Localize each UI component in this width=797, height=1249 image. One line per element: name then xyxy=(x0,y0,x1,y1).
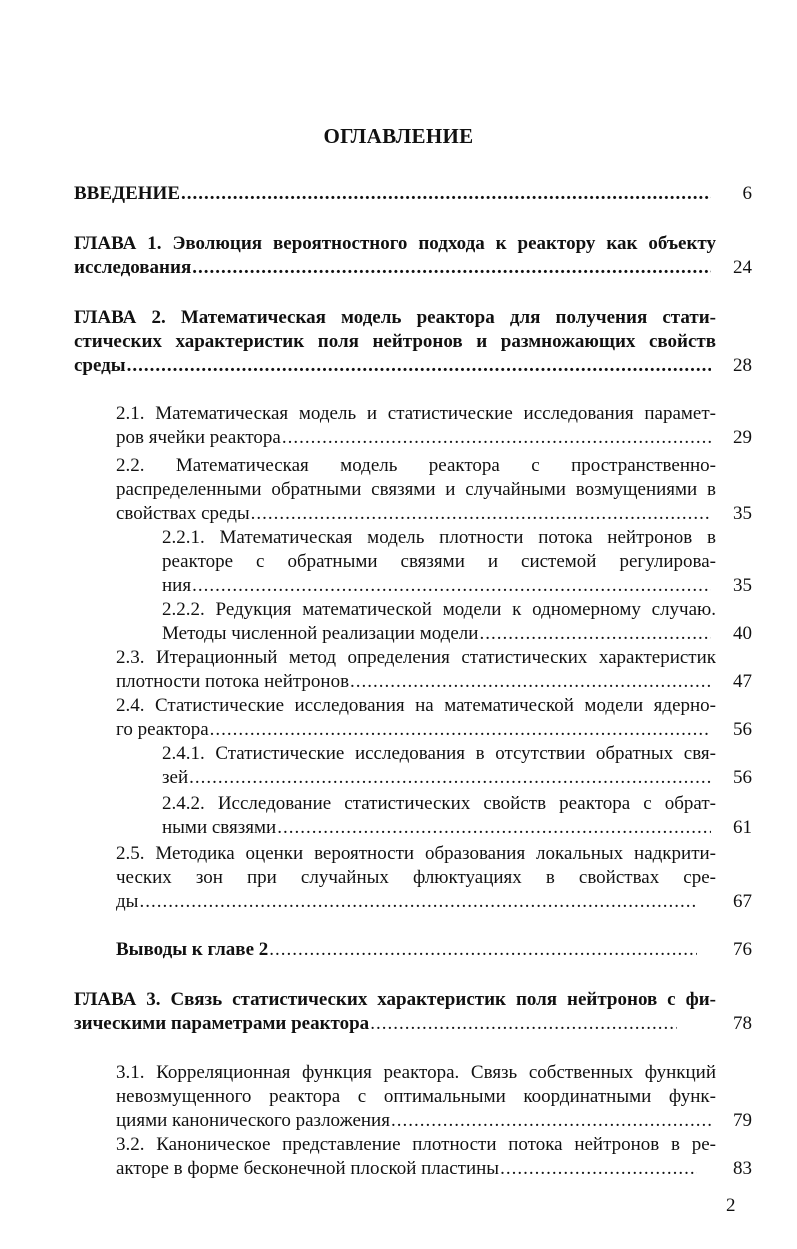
toc-entry-title: Выводы к главе 2 xyxy=(116,939,269,960)
toc-page-number: 67 xyxy=(733,891,752,912)
toc-page-number: 76 xyxy=(733,939,752,960)
dot-leader xyxy=(500,1157,697,1181)
dot-leader xyxy=(192,256,711,280)
toc-entry-title-line: зей xyxy=(162,767,189,788)
toc-entry-title-line: ческих зон при случайных флюктуациях в свойствах сре- xyxy=(116,867,716,888)
dot-leader xyxy=(391,1109,711,1133)
dot-leader xyxy=(269,938,697,962)
toc-entry-chapter-3[interactable] xyxy=(74,988,752,1036)
toc-entry-chapter-2[interactable] xyxy=(74,306,752,378)
dot-leader xyxy=(479,622,711,646)
toc-entry-title-line: Методы численной реализации модели xyxy=(162,623,479,644)
toc-entry-title-line: 2.4.1. Статистические исследования в отсутствии обратных свя- xyxy=(162,743,716,764)
dot-leader xyxy=(350,670,711,694)
toc-entry-title: ВВЕДЕНИЕ xyxy=(74,183,180,204)
toc-entry-title-line: 3.2. Каноническое представление плотности потока нейтронов в ре- xyxy=(116,1134,716,1155)
toc-entry-2-1[interactable] xyxy=(116,402,752,450)
toc-page-number: 35 xyxy=(733,503,752,524)
toc-page-number: 40 xyxy=(733,623,752,644)
dot-leader xyxy=(139,890,697,914)
toc-entry-title-line: 2.2. Математическая модель реактора с пространственно- xyxy=(116,455,716,476)
dot-leader xyxy=(181,182,711,206)
toc-entry-2-2[interactable] xyxy=(116,454,752,526)
toc-page-number: 56 xyxy=(733,767,752,788)
toc-entry-2-4[interactable] xyxy=(116,694,752,742)
toc-entry-title-line: 2.2.2. Редукция математической модели к одномерному случаю. xyxy=(162,599,716,620)
toc-entry-title-line: 2.4. Статистические исследования на математической модели ядерно- xyxy=(116,695,716,716)
toc-entry-title-line: невозмущенного реактора с оптимальными координатными функ- xyxy=(116,1086,716,1107)
toc-entry-title-line: акторе в форме бесконечной плоской пластины xyxy=(116,1158,500,1179)
toc-entry-title-line: распределенными обратными связями и случайными возмущениями в xyxy=(116,479,716,500)
toc-entry-title-line: циями канонического разложения xyxy=(116,1110,390,1131)
toc-entry-chapter-1[interactable] xyxy=(74,232,752,280)
toc-page-number: 24 xyxy=(733,257,752,278)
toc-entry-title-line: 3.1. Корреляционная функция реактора. Связь собственных функций xyxy=(116,1062,716,1083)
toc-entry-title-line: свойствах среды xyxy=(116,503,250,524)
toc-entry-title-line: ров ячейки реактора xyxy=(116,427,281,448)
dot-leader xyxy=(251,502,711,526)
dot-leader xyxy=(192,574,711,598)
toc-entry-3-2[interactable] xyxy=(116,1133,752,1181)
toc-entry-2-2-1[interactable] xyxy=(162,526,752,598)
toc-entry-conclusions-2[interactable] xyxy=(116,938,752,962)
page-title: ОГЛАВЛЕНИЕ xyxy=(323,124,474,148)
toc-entry-2-5[interactable] xyxy=(116,842,752,914)
toc-entry-title-line: плотности потока нейтронов xyxy=(116,671,350,692)
toc-page-number: 83 xyxy=(733,1158,752,1179)
toc-entry-title-line: зическими параметрами реактора xyxy=(74,1013,370,1034)
toc-page-number: 79 xyxy=(733,1110,752,1131)
toc-entry-title-line: 2.4.2. Исследование статистических свойств реактора с обрат- xyxy=(162,793,716,814)
toc-page-number: 29 xyxy=(733,427,752,448)
toc-page-number: 56 xyxy=(733,719,752,740)
toc-entry-title-line: ды xyxy=(116,891,139,912)
toc-entry-2-4-1[interactable] xyxy=(162,742,752,790)
toc-entry-title-line: среды xyxy=(74,355,126,376)
toc-entry-2-3[interactable] xyxy=(116,646,752,694)
dot-leader xyxy=(189,766,711,790)
dot-leader xyxy=(277,816,711,840)
toc-entry-title-line: ными связями xyxy=(162,817,277,838)
toc-entry-title-line: го реактора xyxy=(116,719,209,740)
toc-entry-title-line: исследования xyxy=(74,257,192,278)
toc-page-number: 61 xyxy=(733,817,752,838)
toc-page-number: 6 xyxy=(742,183,752,204)
toc-entry-2-2-2[interactable] xyxy=(162,598,752,646)
toc-entry-title-line: 2.3. Итерационный метод определения статистических характеристик xyxy=(116,647,716,668)
toc-entry-3-1[interactable] xyxy=(116,1061,752,1133)
toc-entry-title-line: ГЛАВА 1. Эволюция вероятностного подхода к реактору как объекту xyxy=(74,233,716,254)
toc-entry-title-line: 2.5. Методика оценки вероятности образования локальных надкрити- xyxy=(116,843,716,864)
toc-entry-title-line: стических характеристик поля нейтронов и размножающих свойств xyxy=(74,331,716,352)
toc-page-number: 47 xyxy=(733,671,752,692)
toc-entry-title-line: ния xyxy=(162,575,192,596)
toc-entry-introduction[interactable] xyxy=(74,182,752,206)
toc-entry-title-line: ГЛАВА 2. Математическая модель реактора для получения стати- xyxy=(74,307,716,328)
toc-entry-title-line: ГЛАВА 3. Связь статистических характеристик поля нейтронов с фи- xyxy=(74,989,716,1010)
toc-page-number: 78 xyxy=(733,1013,752,1034)
toc-entry-title-line: реакторе с обратными связями и системой регулирова- xyxy=(162,551,716,572)
dot-leader xyxy=(127,354,711,378)
toc-entry-title-line: 2.1. Математическая модель и статистические исследования парамет- xyxy=(116,403,716,424)
toc-entry-title-line: 2.2.1. Математическая модель плотности потока нейтронов в xyxy=(162,527,716,548)
dot-leader xyxy=(370,1012,677,1036)
toc-page-number: 28 xyxy=(733,355,752,376)
dot-leader xyxy=(210,718,711,742)
toc-page-number: 35 xyxy=(733,575,752,596)
toc-entry-2-4-2[interactable] xyxy=(162,792,752,840)
dot-leader xyxy=(282,426,711,450)
page-number: 2 xyxy=(726,1195,736,1216)
